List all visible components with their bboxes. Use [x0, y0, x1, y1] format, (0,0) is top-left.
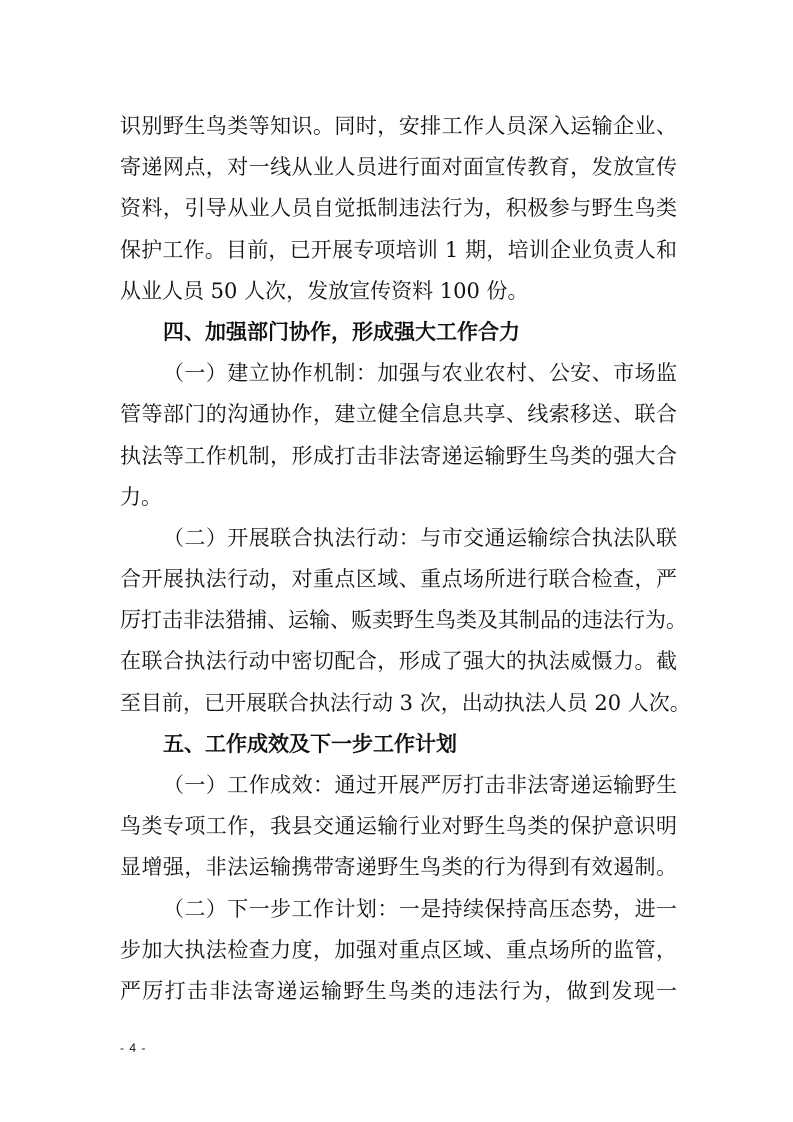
text-line: 从业人员 50 人次，发放宣传资料 100 份。 [120, 278, 529, 303]
text-line: 严厉打击非法寄递运输野生鸟类的违法行为，做到发现一 [120, 978, 677, 1003]
text-line: 力。 [120, 484, 162, 509]
text-line: 步加大执法检查力度，加强对重点区域、重点场所的监管， [120, 937, 677, 962]
text-line: 鸟类专项工作，我县交通运输行业对野生鸟类的保护意识明 [120, 814, 677, 839]
text-line: （二）开展联合执法行动：与市交通运输综合执法队联 [163, 525, 677, 550]
text-line: 保护工作。目前，已开展专项培训 1 期，培训企业负责人和 [120, 237, 677, 262]
text-line: （一）工作成效：通过开展严厉打击非法寄递运输野生 [163, 773, 677, 797]
text-line: （二）下一步工作计划：一是持续保持高压态势，进一 [163, 896, 677, 921]
text-line: 在联合执法行动中密切配合，形成了强大的执法威慑力。截 [120, 649, 677, 674]
text-line: 显增强，非法运输携带寄递野生鸟类的行为得到有效遏制。 [120, 855, 677, 880]
text-line: 厉打击非法猎捕、运输、贩卖野生鸟类及其制品的违法行为。 [120, 608, 687, 633]
page-number: - 4 - [120, 1041, 147, 1055]
section-heading: 五、工作成效及下一步工作计划 [163, 731, 457, 756]
text-line: 执法等工作机制，形成打击非法寄递运输野生鸟类的强大合 [120, 443, 677, 468]
text-line: 至目前，已开展联合执法行动 3 次，出动执法人员 20 人次。 [120, 690, 691, 715]
document-body [120, 106, 691, 1012]
text-line: 合开展执法行动，对重点区域、重点场所进行联合检查，严 [120, 567, 677, 592]
text-line: 管等部门的沟通协作，建立健全信息共享、线索移送、联合 [120, 402, 677, 427]
text-line: 资料，引导从业人员自觉抵制违法行为，积极参与野生鸟类 [120, 196, 677, 221]
text-line: 寄递网点，对一线从业人员进行面对面宣传教育，发放宣传 [120, 155, 677, 180]
section-heading: 四、加强部门协作，形成强大工作合力 [163, 319, 520, 344]
text-line: （一）建立协作机制：加强与农业农村、公安、市场监 [163, 361, 677, 386]
text-line: 识别野生鸟类等知识。同时，安排工作人员深入运输企业、 [120, 114, 677, 138]
